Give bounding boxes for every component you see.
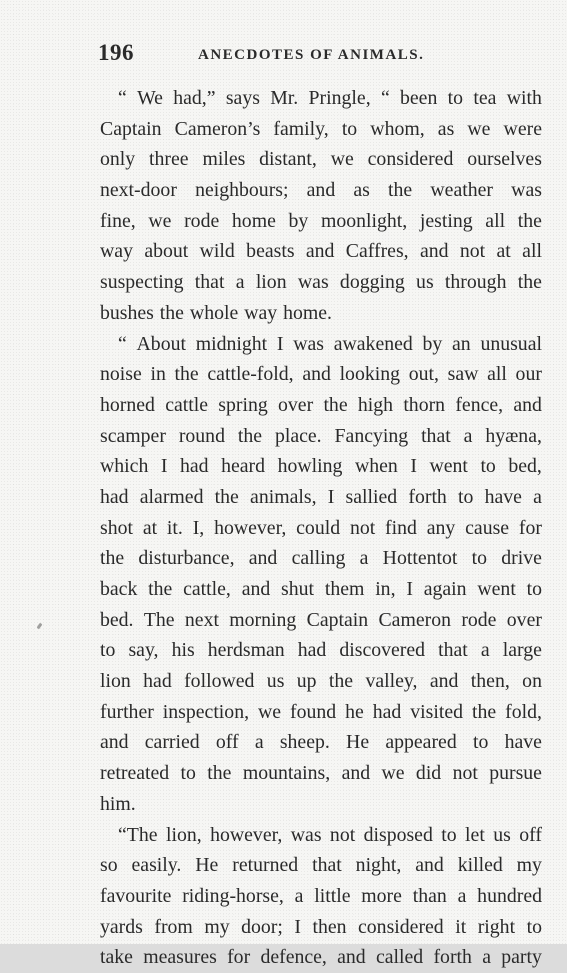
text-line: and carried off a sheep. He appeared to have	[100, 731, 542, 754]
text-line: him.	[100, 792, 136, 815]
text-line: “The lion, however, was not disposed to let us off	[118, 823, 542, 846]
page-header	[98, 40, 527, 70]
text-line: scamper round the place. Fancying that a hyæna,	[100, 424, 542, 447]
text-line: which I had heard howling when I went to bed,	[100, 455, 542, 478]
text-line: retreated to the mountains, and we did not pursue	[100, 762, 542, 785]
text-line: suspecting that a lion was dogging us through the	[100, 271, 542, 294]
text-line: so easily. He returned that night, and killed my	[100, 854, 542, 877]
text-line: way about wild beasts and Caffres, and not at all	[100, 240, 542, 263]
text-line: shot at it. I, however, could not find any cause for	[100, 516, 542, 539]
text-line: next-door neighbours; and as the weather was	[100, 179, 542, 202]
text-line: yards from my door; I then considered it right to	[100, 915, 542, 938]
text-line: “ About midnight I was awakened by an unusual	[118, 332, 542, 355]
text-line: the disturbance, and calling a Hottentot to drive	[100, 547, 542, 570]
text-line: take measures for defence, and called forth a party	[100, 946, 542, 969]
ink-speck	[37, 623, 43, 630]
text-line: horned cattle spring over the high thorn fence, and	[100, 393, 542, 416]
text-line: Captain Cameron’s family, to whom, as we were	[100, 117, 542, 140]
text-line: noise in the cattle-fold, and looking out, saw all our	[100, 363, 542, 386]
text-line: bed. The next morning Captain Cameron rode over	[100, 608, 542, 631]
running-head: ANECDOTES OF ANIMALS.	[198, 47, 425, 63]
text-line: back the cattle, and shut them in, I again went to	[100, 578, 542, 600]
text-line: bushes the whole way home.	[100, 301, 332, 324]
text-line: further inspection, we found he had visited the fold,	[100, 700, 542, 723]
text-line: to say, his herdsman had discovered that a large	[100, 639, 542, 662]
text-line: fine, we rode home by moonlight, jesting all the	[100, 209, 542, 232]
body-text	[100, 83, 542, 973]
text-line: only three miles distant, we considered ourselves	[100, 148, 542, 171]
text-line: “ We had,” says Mr. Pringle, “ been to tea with	[118, 87, 542, 109]
text-line: favourite riding-horse, a little more than a hundred	[100, 884, 542, 907]
text-line: had alarmed the animals, I sallied forth to have a	[100, 485, 542, 508]
text-line: lion had followed us up the valley, and then, on	[100, 670, 542, 693]
page-number: 196	[98, 40, 134, 65]
